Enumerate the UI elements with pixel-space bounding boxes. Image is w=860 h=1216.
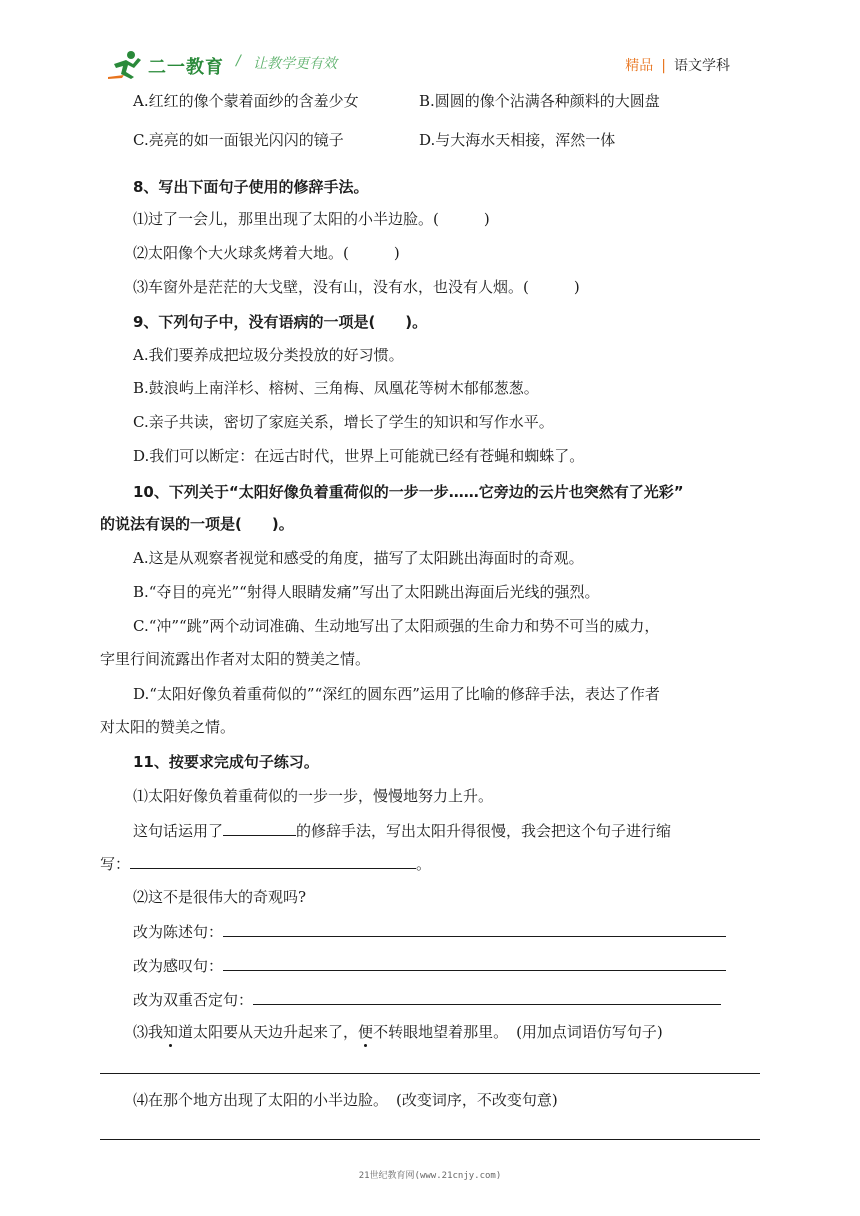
part4-answer-line[interactable] xyxy=(100,1139,760,1140)
q11-part3-note: (用加点词语仿写句子) xyxy=(516,1023,663,1041)
q10-option-d-line1: D.“太阳好像负着重荷似的”“深红的圆东西”运用了比喻的修辞手法，表达了作者 xyxy=(133,685,660,703)
q10-title-line2: 的说法有误的一项是( )。 xyxy=(100,515,294,533)
q10-option-a: A.这是从观察者视觉和感受的角度，描写了太阳跳出海面时的奇观。 xyxy=(133,549,584,567)
q11-part1-text-b: 的修辞手法，写出太阳升得很慢，我会把这个句子进行缩 xyxy=(296,822,672,840)
q8-item-1: ⑴过了一会儿，那里出现了太阳的小半边脸。( ) xyxy=(133,210,490,228)
condensed-sentence-blank[interactable] xyxy=(130,852,416,869)
double-negative-label: 改为双重否定句： xyxy=(133,991,254,1009)
rhetoric-answer-blank[interactable] xyxy=(223,819,296,836)
quality-badge: 精品 xyxy=(625,58,654,74)
slogan: 让教学更有效 xyxy=(253,56,337,72)
q10-option-d-line2: 对太阳的赞美之情。 xyxy=(100,718,236,736)
q8-item-3: ⑶车窗外是茫茫的大戈壁，没有山，没有水，也没有人烟。( ) xyxy=(133,278,580,296)
q7-option-d: D.与大海水天相接，浑然一体 xyxy=(419,131,616,149)
logo-text: 二一教育 xyxy=(148,57,224,78)
q10-title-line1: 10、下列关于“太阳好像负着重荷似的一步一步……它旁边的云片也突然有了光彩” xyxy=(133,483,684,501)
header-slash: / xyxy=(236,53,241,69)
q11-part1-text-a: 这句话运用了 xyxy=(133,822,224,840)
logo xyxy=(106,50,236,80)
q11-part3-sentence xyxy=(133,1021,663,1043)
double-negative-answer-blank[interactable] xyxy=(253,988,721,1005)
q11-part3-mid2: 不转眼地望着那里。 xyxy=(373,1023,509,1041)
header xyxy=(100,44,760,84)
exclamatory-label: 改为感叹句： xyxy=(133,957,224,975)
declarative-label: 改为陈述句： xyxy=(133,923,224,941)
header-right xyxy=(625,55,730,75)
q10-option-c-line2: 字里行间流露出作者对太阳的赞美之情。 xyxy=(100,650,371,668)
q7-option-a: A.红红的像个蒙着面纱的含羞少女 xyxy=(133,92,359,110)
q10-option-c-line1: C.“冲”“跳”两个动词准确、生动地写出了太阳顽强的生命力和势不可当的威力， xyxy=(133,617,660,635)
q8-title: 8、写出下面句子使用的修辞手法。 xyxy=(133,178,369,196)
q9-title: 9、下列句子中，没有语病的一项是( )。 xyxy=(133,313,428,331)
q8-item-2: ⑵太阳像个大火球炙烤着大地。( ) xyxy=(133,244,400,262)
q9-option-c: C.亲子共读，密切了家庭关系，增长了学生的知识和写作水平。 xyxy=(133,413,554,431)
q7-option-b: B.圆圆的像个沾满各种颜料的大圆盘 xyxy=(419,92,660,110)
q11-part1-text-d: 。 xyxy=(416,855,432,873)
dotted-word-2: 便 xyxy=(358,1023,374,1041)
q9-option-a: A.我们要养成把垃圾分类投放的好习惯。 xyxy=(133,346,404,364)
q11-part1-prompt-line1 xyxy=(133,819,671,842)
q7-option-c: C.亮亮的如一面银光闪闪的镜子 xyxy=(133,131,344,149)
q11-part2-exclamatory xyxy=(133,954,726,977)
q11-part3-mid1: 道太阳要从天边升起来了， xyxy=(178,1023,359,1041)
declarative-answer-blank[interactable] xyxy=(223,920,726,937)
dotted-word-1: 知 xyxy=(163,1023,179,1041)
part3-answer-line[interactable] xyxy=(100,1073,760,1074)
q9-option-b: B.鼓浪屿上南洋杉、榕树、三角梅、凤凰花等树木郁郁葱葱。 xyxy=(133,379,539,397)
q10-option-b: B.“夺目的亮光”“射得人眼睛发痛”写出了太阳跳出海面后光线的强烈。 xyxy=(133,583,600,601)
exclamatory-answer-blank[interactable] xyxy=(223,954,726,971)
q11-part1-text-c: 写： xyxy=(100,855,131,873)
header-divider: | xyxy=(661,58,666,74)
q11-part3-pre: ⑶我 xyxy=(133,1023,164,1041)
runner-logo-icon xyxy=(106,50,146,80)
q11-part2-sentence: ⑵这不是很伟大的奇观吗? xyxy=(133,888,307,906)
q11-part1-prompt-line2 xyxy=(100,852,431,875)
q11-part4-note: (改变词序，不改变句意) xyxy=(396,1091,558,1109)
q11-part4-sentence xyxy=(133,1089,558,1111)
q11-part2-declarative xyxy=(133,920,726,943)
subject-label: 语文学科 xyxy=(674,58,730,74)
footer-source: 21世纪教育网(www.21cnjy.com) xyxy=(358,1171,502,1181)
q11-part1-sentence: ⑴太阳好像负着重荷似的一步一步，慢慢地努力上升。 xyxy=(133,787,494,805)
q9-option-d: D.我们可以断定：在远古时代，世界上可能就已经有苍蝇和蜘蛛了。 xyxy=(133,447,585,465)
q11-title: 11、按要求完成句子练习。 xyxy=(133,753,319,771)
q11-part2-double-negative xyxy=(133,988,721,1011)
q11-part4-text: ⑷在那个地方出现了太阳的小半边脸。 xyxy=(133,1091,389,1109)
